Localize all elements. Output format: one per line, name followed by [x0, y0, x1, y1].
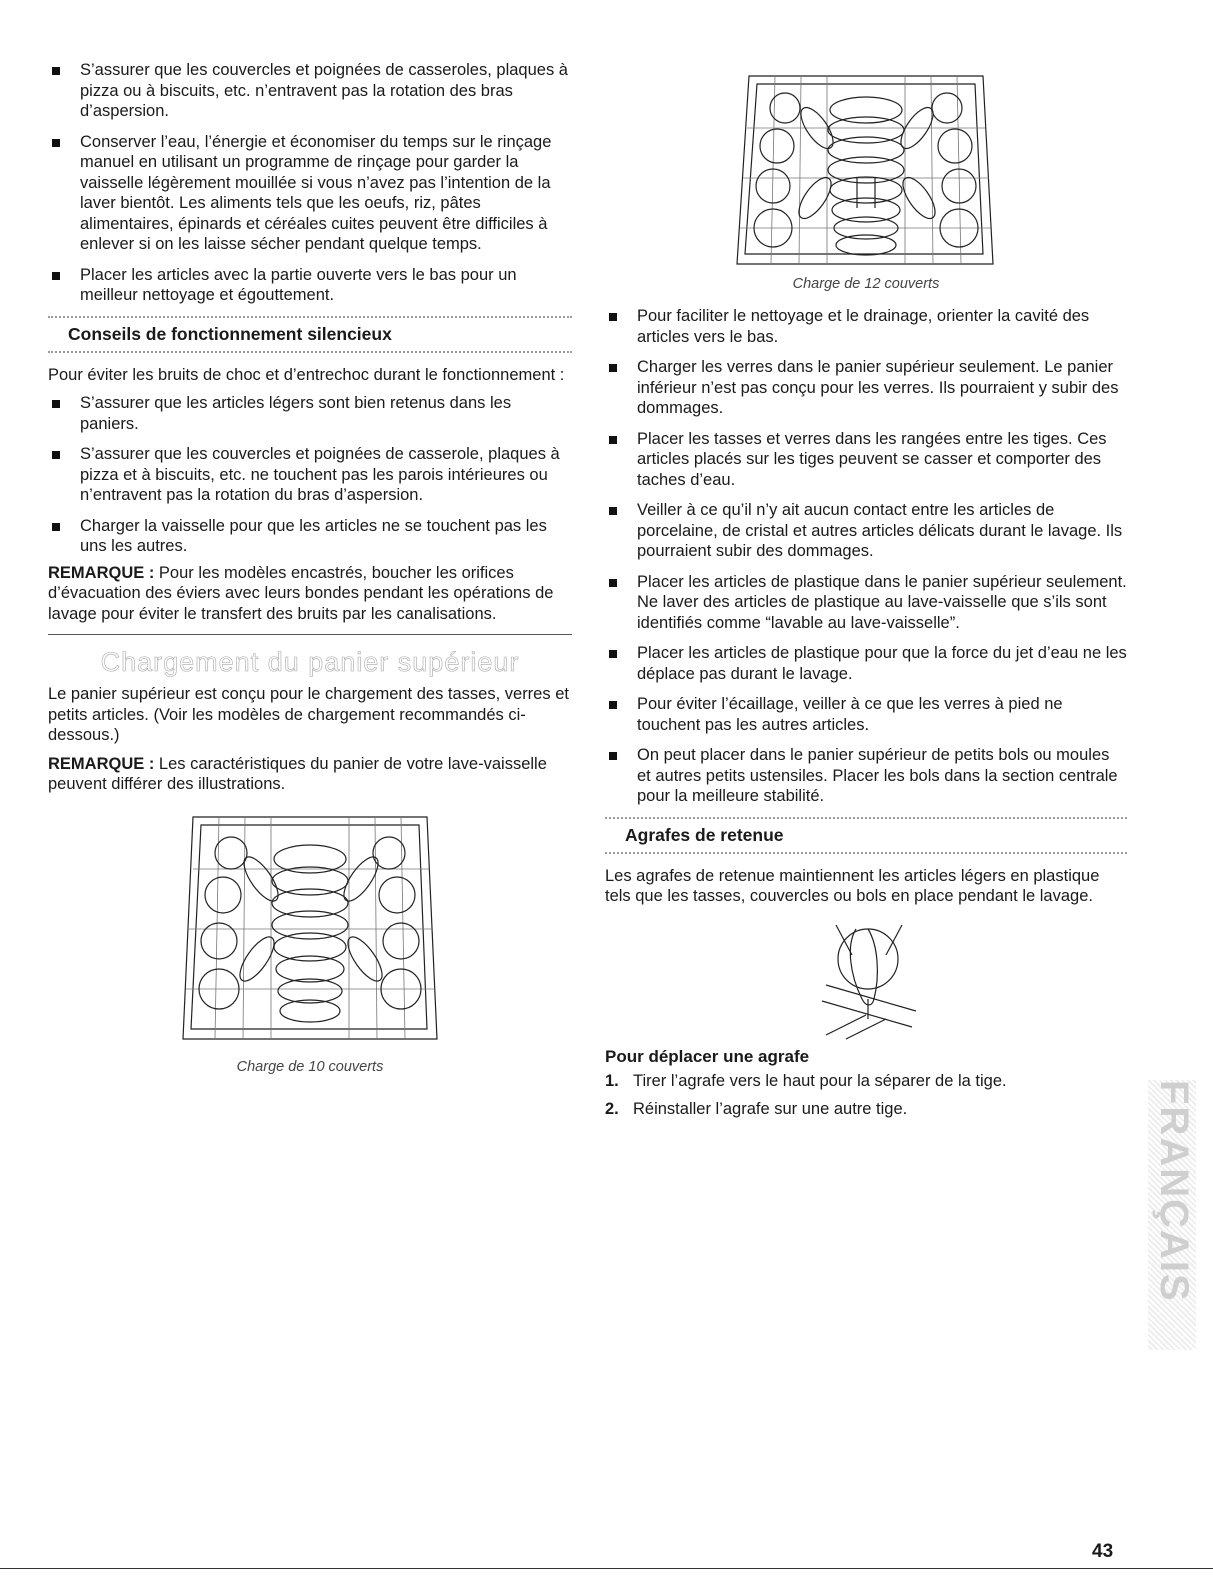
step-item	[605, 1071, 1127, 1092]
remark-text: Les caractéristiques du panier de votre lave-vaisselle peuvent différer des illustrations.	[48, 754, 547, 793]
list-item: Placer les articles avec la partie ouverte vers le bas pour un meilleur nettoyage et égouttement.	[48, 265, 572, 306]
remark-label: REMARQUE :	[48, 563, 155, 582]
list-item: Placer les articles de plastique dans le panier supérieur seulement. Ne laver des articles de plastique au lave-vaisselle que s’ils sont identifiés comme “lavable au lave-vaisselle”.	[605, 572, 1127, 634]
list-item: Conserver l’eau, l’énergie et économiser du temps sur le rinçage manuel en utilisant un programme de rinçage pour garder la vaisselle légèrement mouillée si vous n’avez pas l’intention de la laver bientôt. Les aliments tels que les oeufs, riz, pâtes alimentaires, épinards et céréales cuites peuvent être difficiles à enlever si on les laisse sécher pendant quelque temps.	[48, 132, 572, 255]
clip-figure	[605, 915, 1127, 1041]
upper-rack-10-illustration	[179, 809, 441, 1053]
loading-tips-list	[605, 306, 1127, 807]
list-item: Placer les tasses et verres dans les rangées entre les tiges. Ces articles placés sur les tiges peuvent se casser et comporter des taches d’eau.	[605, 429, 1127, 491]
section-divider	[48, 634, 572, 635]
right-column	[605, 18, 1127, 1128]
list-item: S’assurer que les articles légers sont bien retenus dans les paniers.	[48, 393, 572, 434]
list-item: Placer les articles de plastique pour que la force du jet d’eau ne les déplace pas durant le lavage.	[605, 643, 1127, 684]
remark-label: REMARQUE :	[48, 754, 155, 773]
page-number: 43	[1092, 1541, 1114, 1562]
list-item: S’assurer que les couvercles et poignées de casseroles, plaques à pizza ou à biscuits, etc. n’entravent pas la rotation des bras d’aspersion.	[48, 60, 572, 122]
clip-illustration	[806, 915, 926, 1041]
upper-rack-intro: Le panier supérieur est conçu pour le chargement des tasses, verres et petits articles. (Voir les modèles de chargement recommandés ci-dessous.)	[48, 685, 569, 744]
rack-12-figure	[605, 18, 1127, 292]
language-side-tab: FRANÇAIS	[1148, 1080, 1196, 1350]
list-item: Charger les verres dans le panier supérieur seulement. Le panier inférieur n’est pas conçu pour les verres. Ils pourraient y subir des dommages.	[605, 357, 1127, 419]
figure-caption: Charge de 12 couverts	[792, 276, 940, 292]
list-item: On peut placer dans le panier supérieur de petits bols ou moules et autres petits ustensiles. Placer les bols dans la section centrale pour la meilleure stabilité.	[605, 745, 1127, 807]
rack-10-figure	[48, 809, 572, 1075]
upper-rack-heading: Chargement du panier supérieur	[100, 647, 520, 677]
move-clip-heading: Pour déplacer une agrafe	[605, 1046, 810, 1066]
list-item: Charger la vaisselle pour que les articles ne se touchent pas les uns les autres.	[48, 516, 572, 557]
retaining-clips-text: Les agrafes de retenue maintiennent les articles légers en plastique tels que les tasses, couvercles ou bols en place pendant le lavage.	[605, 866, 1100, 905]
quiet-intro: Pour éviter les bruits de choc et d’entrechoc durant le fonctionnement :	[48, 365, 565, 384]
list-item: Veiller à ce qu’il n’y ait aucun contact entre les articles de porcelaine, de cristal et autres articles délicats durant le lavage. Ils pourraient subir des dommages.	[605, 500, 1127, 562]
list-item: Pour éviter l’écaillage, veiller à ce que les verres à pied ne touchent pas les autres articles.	[605, 694, 1127, 735]
figure-caption: Charge de 10 couverts	[236, 1058, 384, 1075]
step-text: Tirer l’agrafe vers le haut pour la séparer de la tige.	[633, 1071, 1007, 1090]
step-item	[605, 1099, 1127, 1120]
left-column	[48, 60, 572, 1075]
remark-rack	[48, 754, 572, 795]
top-bullet-list	[48, 60, 572, 306]
step-text: Réinstaller l’agrafe sur une autre tige.	[633, 1100, 908, 1118]
upper-rack-12-illustration	[731, 18, 1001, 270]
bottom-rule	[0, 1568, 1213, 1569]
remark-text: Pour les modèles encastrés, boucher les orifices d’évacuation des éviers avec leurs bondes pendant les opérations de lavage pour éviter le transfert des bruits par les canalisations.	[48, 563, 554, 623]
list-item: S’assurer que les couvercles et poignées de casserole, plaques à pizza et à biscuits, etc. ne touchent pas les parois intérieures ou n’entravent pas la rotation du bras d’aspersion.	[48, 444, 572, 506]
quiet-bullet-list	[48, 393, 572, 557]
step-number: 2.	[605, 1100, 619, 1118]
list-item: Pour faciliter le nettoyage et le drainage, orienter la cavité des articles vers le bas.	[605, 306, 1127, 347]
retaining-clips-heading: Agrafes de retenue	[605, 817, 1127, 854]
quiet-operation-heading: Conseils de fonctionnement silencieux	[48, 316, 572, 353]
step-number: 1.	[605, 1071, 619, 1090]
remark-built-in	[48, 563, 572, 625]
move-clip-steps	[605, 1071, 1127, 1120]
